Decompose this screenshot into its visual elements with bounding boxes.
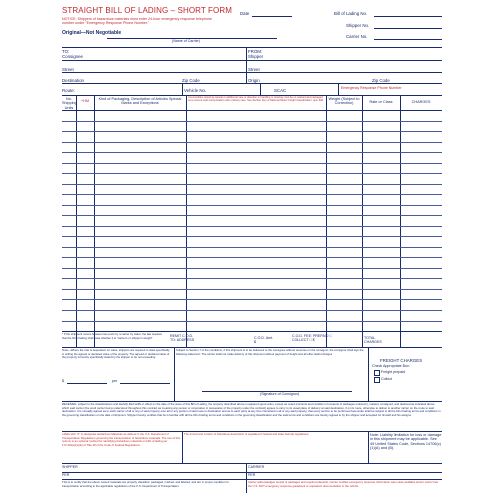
street-row-rule: [62, 72, 442, 73]
shipper-certification: This is to certify that the above named materials are properly classified, packaged, marked, and labeled, and are in proper condition for transportation according to the applicable regulations of the U.S. Department of Transportation.: [62, 481, 229, 488]
received-terms: RECEIVED, subject to the classifications and lawfully filed tariffs in effect on the date of the issue of this Bill of Lading, the property described above in apparent good order, except as noted (contents and condition of contents of packages unknown), marked, consigned, and destined as indicated above which said carrier (the word carrier being understood throughout this contract as meaning any person or corporation in possession of the property under the contract) agrees to carry to its usual place of delivery at said destination, if on its route, otherwise to deliver to another carrier on the route to said destination. It is mutually agreed as to each carrier of all or any of said property over all or any portion of said route to destination and as to each party at any time interested in all or any said property, that every service to be performed hereunder shall be subject to all the bill of lading terms and conditions in the governing classification on the date of shipment. Shipper hereby certifies that he is familiar with all the bill of lading terms and conditions in the governing classification and the said terms and conditions are hereby agreed to by the shipper and accepted for himself and his assigns.: [62, 403, 441, 417]
table-header-rule: [62, 110, 442, 111]
hazmat-top-rule: [62, 431, 442, 432]
table-row[interactable]: [62, 184, 442, 185]
street-label-right: Street: [248, 67, 260, 72]
table-row[interactable]: [62, 215, 442, 216]
date-field[interactable]: [252, 16, 292, 17]
table-row[interactable]: [62, 142, 442, 143]
bol-no-field[interactable]: [374, 16, 442, 17]
address-top-rule: [62, 47, 442, 48]
to-label: TO:: [62, 49, 70, 54]
prepaid-label: Freight prepaid: [381, 370, 406, 374]
carrier-signature-label: CARRIER: [248, 465, 265, 469]
table-row[interactable]: [62, 268, 442, 269]
declared-value-field[interactable]: [67, 383, 107, 384]
address-divider: [246, 47, 247, 83]
table-row[interactable]: [62, 278, 442, 279]
col-shipping-units: No. Shipping Units: [62, 97, 77, 110]
collect-checkbox[interactable]: [374, 377, 380, 383]
check-box-label: Check Appropriate Box:: [372, 364, 410, 368]
received-top-rule: [62, 401, 442, 402]
from-label: FROM:: [248, 49, 263, 54]
route-divider-1: [182, 83, 183, 95]
declared-value-note: Note—Where the rate is dependent on value, shippers are required to state specifically in writing the agreed or declared value of the property. The agreed or declared value of the property is hereby specifically stated by the shipper to be not exceeding: [62, 349, 170, 360]
dollar-sign: $: [62, 379, 64, 383]
lower-divider-1: [174, 347, 175, 401]
liability-note: Note: Liability limitation for loss or damage in this shipment may be applicable. See 49 United States Code, Sections 14706(c)(1)(A) and (B).: [370, 433, 442, 451]
shipper-signature-label: SHIPPER: [62, 465, 78, 469]
vehicle-no-label: Vehicle No.: [184, 88, 207, 93]
col-charges: CHARGES: [411, 100, 431, 104]
water-carrier-note: * If the shipment moves between two ports by a carrier by water, the law requires that the bill of lading shall state whether it is "carrier's or shipper's weight": [62, 333, 162, 340]
shipper-label: Shipper: [248, 54, 264, 59]
carrier-no-field[interactable]: [374, 39, 442, 40]
col-description: Kind of Packaging, Description of Articles Special Marks and Exceptions: [98, 97, 182, 106]
form-title: STRAIGHT BILL OF LADING – SHORT FORM: [62, 6, 233, 15]
col-weight: Weight (Subject to Correction): [328, 97, 360, 106]
signature-top-rule: [62, 463, 442, 464]
date-label: Date: [240, 11, 250, 16]
origin-label: Origin: [248, 78, 260, 83]
per-field[interactable]: [120, 383, 170, 384]
consignee-label: Consignee: [62, 54, 83, 59]
collect-label: Collect: [381, 377, 392, 381]
per-label: per: [112, 379, 118, 383]
bol-no-label: Bill of Lading No.: [334, 11, 368, 16]
carrier-no-label: Carrier No.: [346, 34, 368, 39]
cod-row-rule: [62, 331, 442, 332]
zip-code-label-left: Zip Code: [182, 78, 200, 83]
cod-amount-label: C.O.D. Amt. $: [254, 336, 274, 345]
table-row[interactable]: [62, 247, 442, 248]
shipper-per-label: PER: [62, 473, 70, 477]
scac-label: SCAC: [274, 88, 287, 93]
table-row[interactable]: [62, 205, 442, 206]
hazmat-divider-1: [182, 431, 183, 463]
route-divider-2: [260, 83, 261, 95]
table-row[interactable]: [62, 289, 442, 290]
zip-code-label-right: Zip Code: [372, 78, 390, 83]
table-bottom-rule: [62, 347, 442, 348]
table-row[interactable]: [62, 173, 442, 174]
lower-divider-2: [368, 347, 369, 401]
table-row[interactable]: [62, 131, 442, 132]
destination-row-rule: [62, 83, 442, 84]
carrier-name-caption: (Name of Carrier): [172, 39, 200, 43]
cod-fee-label: C.O.D. FEE: PREPAID □ COLLECT □ $: [292, 334, 332, 343]
table-row[interactable]: [62, 121, 442, 122]
table-row[interactable]: [62, 321, 442, 322]
prepaid-checkbox[interactable]: [374, 370, 380, 376]
total-charges-label: TOTAL CHARGES: [364, 336, 382, 345]
hazmat-notice: NOTICE: Shippers of hazardous materials must enter 24-hour emergency response telephone number under "Emergency Response Phone Number.": [62, 17, 212, 26]
placard-note: The format and content of hazardous description is regulated in federal and state hazmat regulations.: [184, 433, 310, 436]
shipper-no-field[interactable]: [374, 28, 442, 29]
freight-charges-heading: FREIGHT CHARGES: [380, 358, 423, 363]
table-row[interactable]: [62, 236, 442, 237]
consignor-signature-caption: (Signature of Consignor): [260, 392, 300, 396]
table-row[interactable]: [62, 299, 442, 300]
carrier-acknowledgement: Carrier acknowledges receipt of packages and required placards. Carrier certifies emergency response information was made available and/or carrier has the U.S. DOT emergency response guidebook or equivalent documentation in the vehicle.: [248, 481, 438, 488]
bill-of-lading-form: [62, 6, 442, 494]
col-hm: +HM: [80, 99, 90, 103]
signature-divider: [246, 463, 247, 493]
table-row[interactable]: [62, 194, 442, 195]
shipper-no-label: Shipper No.: [346, 23, 370, 28]
table-row[interactable]: [62, 310, 442, 311]
street-label-left: Street: [62, 67, 74, 72]
original-label: Original—Not Negotiable: [62, 30, 122, 36]
col-rate: Rate or Class: [369, 100, 393, 104]
table-row[interactable]: [62, 152, 442, 153]
per-row-rule[interactable]: [62, 479, 442, 480]
table-row[interactable]: [62, 163, 442, 164]
destination-label: Destination: [62, 78, 84, 83]
table-row[interactable]: [62, 226, 442, 227]
carrier-per-label: PER: [248, 473, 256, 477]
emergency-phone-label: Emergency Response Phone Number: [341, 86, 402, 90]
remit-cod-label: REMIT C.O.D. TO: ADDRESS: [170, 334, 195, 343]
route-divider-3: [338, 83, 339, 95]
table-row[interactable]: [62, 257, 442, 258]
section-7-note: Subject to Section 7 of the conditions, if this shipment is to be delivered to the consignee without recourse on the consignor, the consignor shall sign the following statement: The carrier shall not make delivery of this shipment without payment of freight and all other lawful charges.: [176, 349, 364, 356]
route-label: Route:: [62, 88, 75, 93]
hm-column-note: +Mark with "X" to designate Hazardous Materials as defined in the U.S. Department of Transportation Regulations governing the transportation of hazardous materials. The use of this column is an optional method for identifying hazardous materials on bills of lading per 172.201(a)(1)(iii) of Title 49 of the Code of Federal Regulations.: [62, 433, 180, 447]
consignee-row-rule: [62, 60, 442, 61]
special-care-note: Commodities requiring special or additional care or attention in handling or stowing must be so marked and packaged as to ensure safe transportation with ordinary care. See Section 2(e) of National Motor Freight Classification, item 360.: [188, 96, 324, 103]
hazmat-divider-2: [368, 431, 369, 463]
